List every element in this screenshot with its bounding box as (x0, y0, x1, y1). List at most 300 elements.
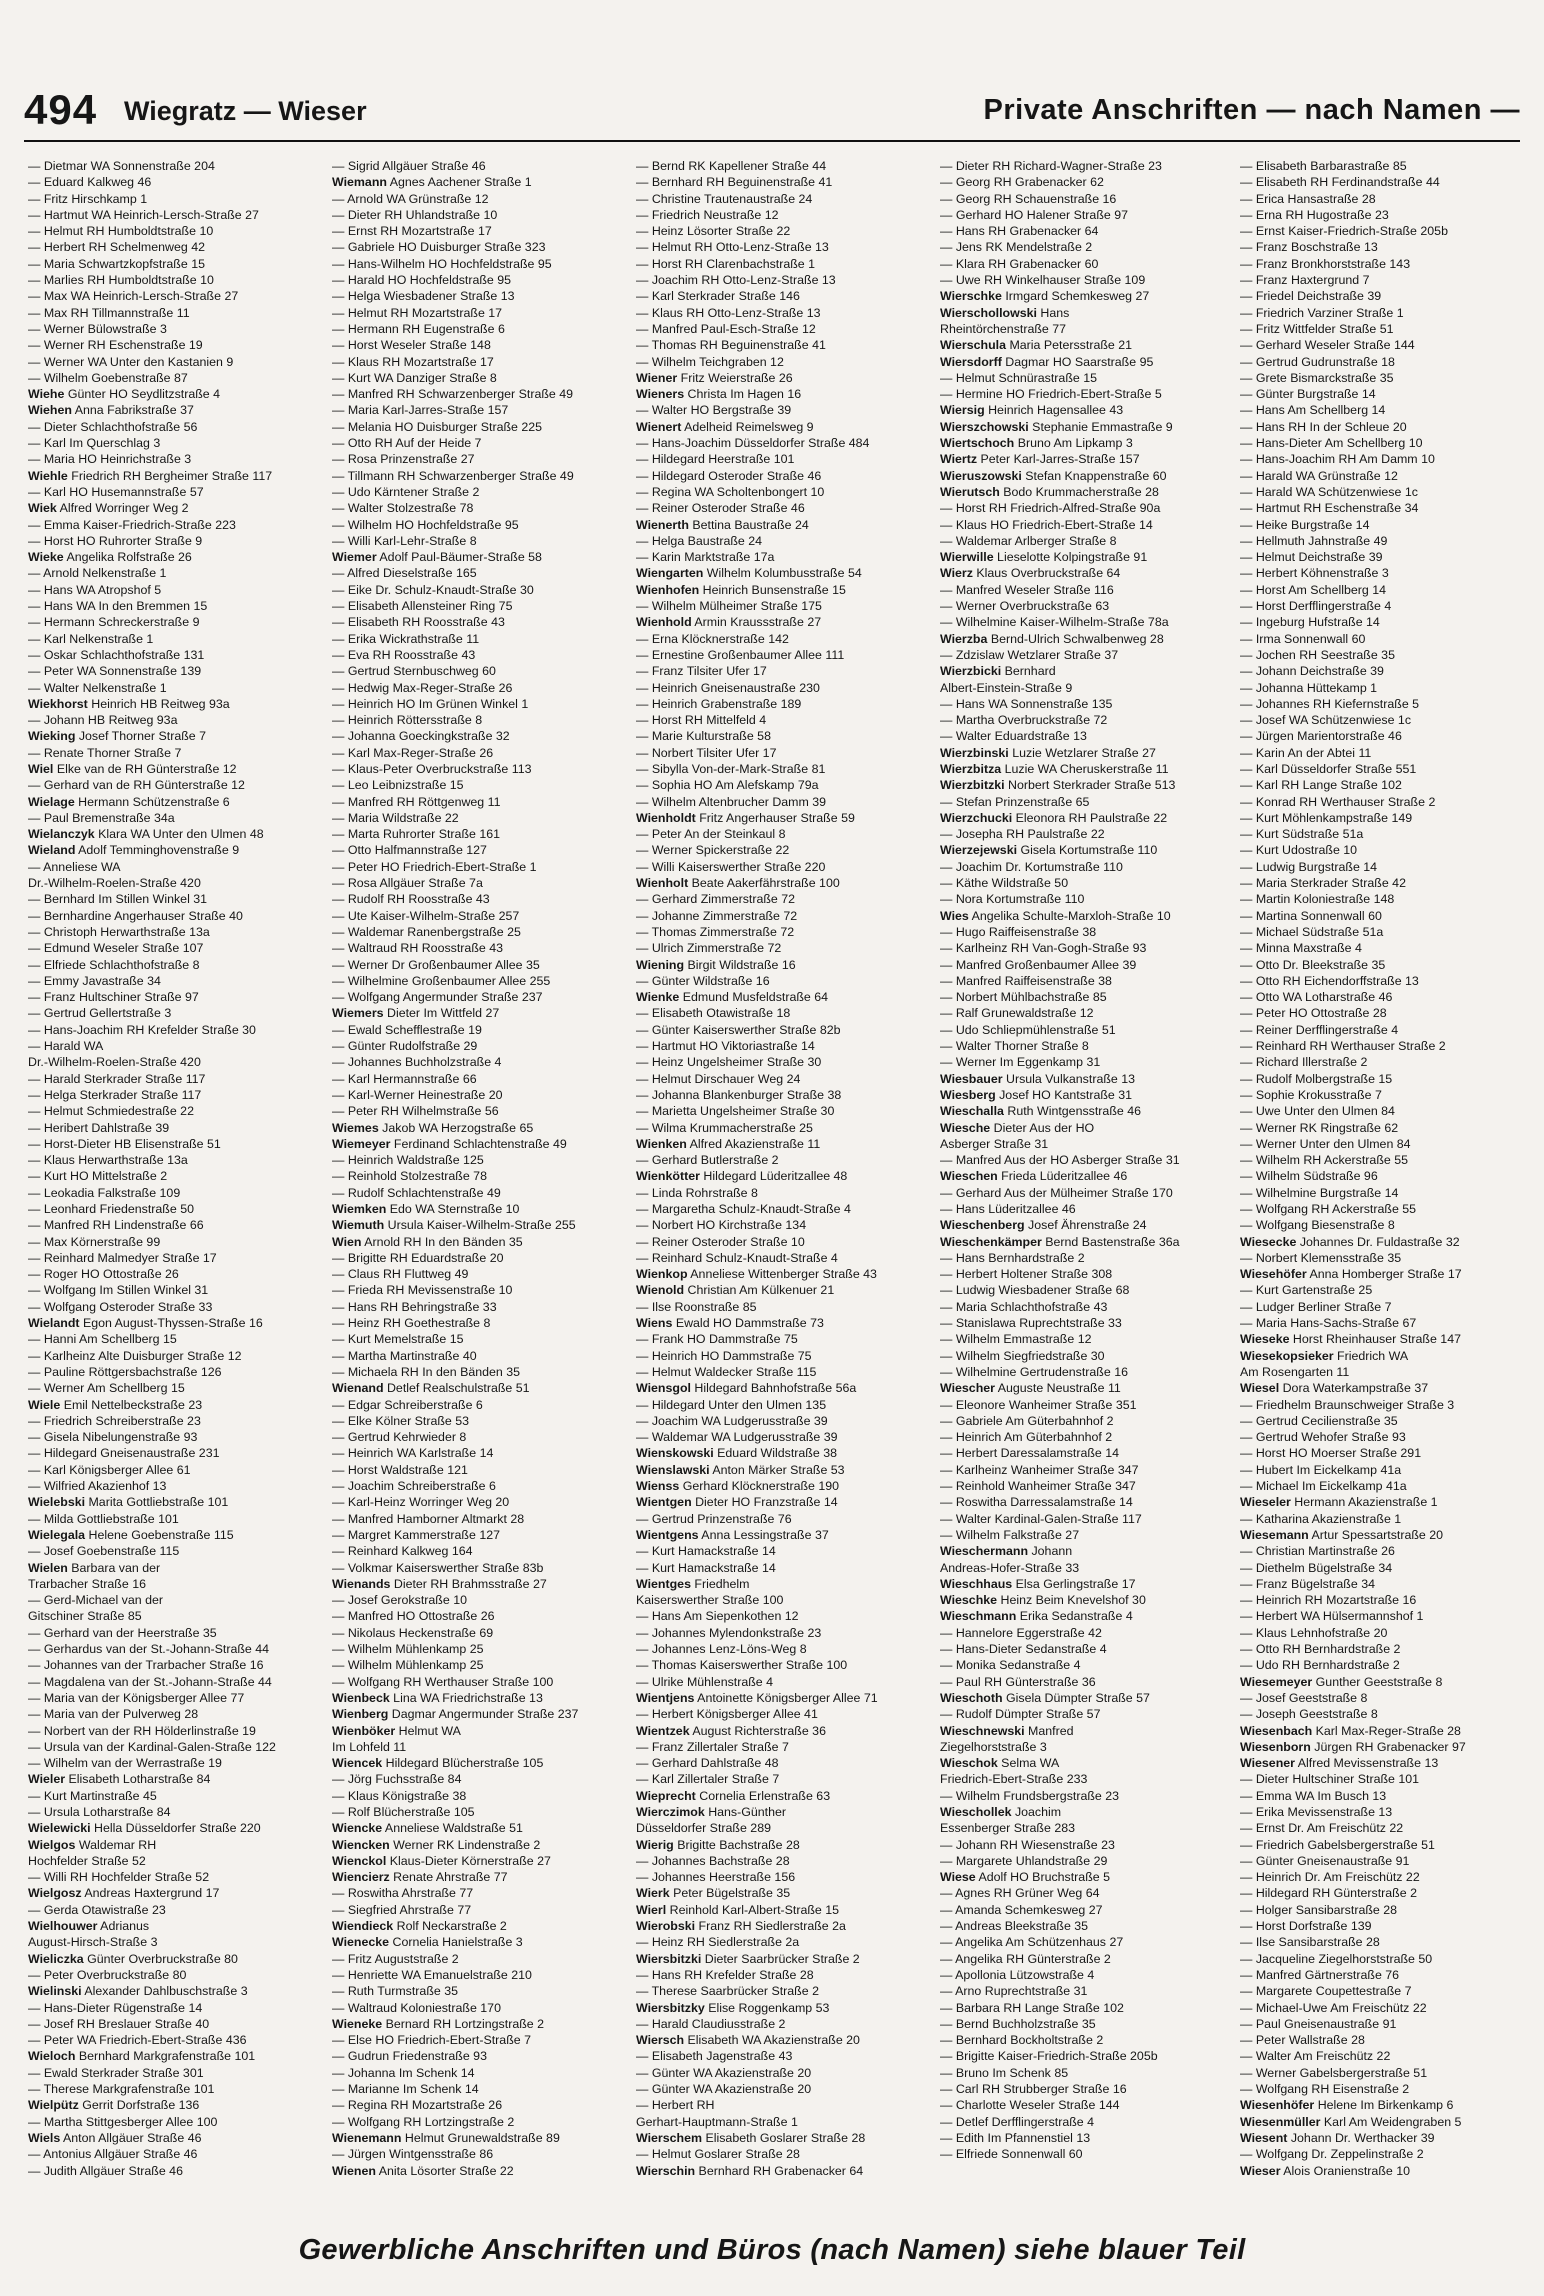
directory-entry: — Kurt Memelstraße 15 (332, 1332, 464, 1347)
directory-entry: Wienckol Klaus-Dieter Körnerstraße 27 (332, 1853, 551, 1868)
directory-entry: Wiertschoch Bruno Am Lipkamp 3 (940, 436, 1133, 451)
directory-entry: — Grete Bismarckstraße 35 (1240, 370, 1394, 385)
directory-entry: — Ralf Grunewaldstraße 12 (940, 1006, 1094, 1021)
directory-entry: Wielebski Marita Gottliebstraße 101 (28, 1495, 229, 1510)
directory-entry: Wienemann Helmut Grunewaldstraße 89 (332, 2130, 560, 2145)
directory-entry: — Ernestine Großenbaumer Allee 111 (636, 647, 845, 662)
directory-entry: — Hartmut HO Viktoriastraße 14 (636, 1039, 815, 1054)
directory-entry: — Horst-Dieter HB Elisenstraße 51 (28, 1136, 221, 1151)
directory-entry: — Helmut Deichstraße 39 (1240, 550, 1383, 565)
directory-entry: — Frank HO Dammstraße 75 (636, 1332, 798, 1347)
directory-entry: Wierczimok Hans-Günther (636, 1804, 787, 1819)
directory-entry: — Elisabeth Allensteiner Ring 75 (332, 599, 513, 614)
directory-entry: — Reinhard RH Werthauser Straße 2 (1240, 1039, 1446, 1054)
directory-entry: Wieruszowski Stefan Knappenstraße 60 (940, 468, 1167, 483)
directory-entry: Wiesehöfer Anna Homberger Straße 17 (1240, 1267, 1462, 1282)
directory-entry: — Karl Königsberger Allee 61 (28, 1462, 191, 1477)
directory-entry: — Udo RH Bernhardstraße 2 (1240, 1658, 1400, 1673)
directory-entry: — Gerhard van de RH Günterstraße 12 (28, 778, 245, 793)
directory-entry: — Johann Deichstraße 39 (1240, 664, 1384, 679)
directory-entry: — Claus RH Fluttweg 49 (332, 1267, 469, 1282)
directory-entry: — Heinrich Grabenstraße 189 (636, 696, 802, 711)
directory-entry: — Joachim Schreiberstraße 6 (332, 1479, 496, 1494)
directory-entry: — Elisabeth Otawistraße 18 (636, 1006, 791, 1021)
directory-entry: — Elfriede Sonnenwall 60 (940, 2147, 1083, 2162)
directory-entry: — Elisabeth RH Ferdinandstraße 44 (1240, 175, 1440, 190)
directory-entry: — Werner Gabelsbergerstraße 51 (1240, 2065, 1428, 2080)
directory-entry: — Brigitte Kaiser-Friedrich-Straße 205b (940, 2049, 1158, 2064)
directory-entry: — Johanne Zimmerstraße 72 (636, 908, 798, 923)
directory-entry: — Peter HO Ottostraße 28 (1240, 1006, 1387, 1021)
directory-entry: — Manfred RH Röttgenweg 11 (332, 794, 501, 809)
directory-entry: — Johann RH Wiesenstraße 23 (940, 1837, 1115, 1852)
directory-entry: — Heinrich HO Dammstraße 75 (636, 1348, 812, 1363)
directory-entry: — Holger Sansibarstraße 28 (1240, 1902, 1398, 1917)
directory-entry: — Bernhard Im Stillen Winkel 31 (28, 892, 208, 907)
directory-entry: — Maria HO Heinrichstraße 3 (28, 452, 192, 467)
directory-entry: — Hans-Dieter Rügenstraße 14 (28, 2000, 203, 2015)
directory-entry: — Günter WA Akazienstraße 20 (636, 2082, 812, 2097)
directory-entry: — Minna Maxstraße 4 (1240, 941, 1362, 956)
directory-entry: — Arnold WA Grünstraße 12 (332, 191, 489, 206)
directory-entry: — Martha Martinstraße 40 (332, 1348, 477, 1363)
directory-entry: Wierig Brigitte Bachstraße 28 (636, 1837, 800, 1852)
directory-entry: — Heike Burgstraße 14 (1240, 517, 1370, 532)
directory-entry: Wienberg Dagmar Angermunder Straße 237 (332, 1707, 579, 1722)
directory-entry: Wierschke Irmgard Schemkesweg 27 (940, 289, 1150, 304)
directory-entry: Wiel Elke van de RH Günterstraße 12 (28, 761, 237, 776)
directory-entry: Andreas-Hofer-Straße 33 (940, 1560, 1080, 1575)
directory-entry: — Werner Bülowstraße 3 (28, 321, 167, 336)
directory-entry: — Eike Dr. Schulz-Knaudt-Straße 30 (332, 582, 534, 597)
directory-entry: — Irma Sonnenwall 60 (1240, 631, 1366, 646)
directory-entry: — Werner Spickerstraße 22 (636, 843, 790, 858)
directory-entry: Wierzejewski Gisela Kortumstraße 110 (940, 843, 1158, 858)
directory-entry: — Wolfgang RH Werthauser Straße 100 (332, 1674, 554, 1689)
directory-entry: — Gerhard Weseler Straße 144 (1240, 338, 1415, 353)
directory-entry: — Heinz Ungelsheimer Straße 30 (636, 1055, 822, 1070)
directory-entry: Wierschin Bernhard RH Grabenacker 64 (636, 2163, 864, 2178)
directory-entry: Wiesenmüller Karl Am Weidengraben 5 (1240, 2114, 1462, 2129)
directory-entry: — Ilse Sansibarstraße 28 (1240, 1935, 1380, 1950)
directory-entry: — Harald WA (28, 1039, 104, 1054)
directory-column-5 (1240, 158, 1532, 2238)
directory-entry: — Agnes RH Grüner Weg 64 (940, 1886, 1100, 1901)
directory-entry: — Wilhelmine Burgstraße 14 (1240, 1185, 1399, 1200)
directory-entry: — Wilhelmine Großenbaumer Allee 255 (332, 973, 551, 988)
directory-entry: — Wilhelm Altenbrucher Damm 39 (636, 794, 827, 809)
directory-entry: — Erna Klöcknerstraße 142 (636, 631, 789, 646)
directory-entry: — Leonhard Friedenstraße 50 (28, 1202, 194, 1216)
directory-entry: — Waltraud Koloniestraße 170 (332, 2000, 501, 2015)
directory-entry: Wiesenhöfer Helene Im Birkenkamp 6 (1240, 2098, 1454, 2113)
directory-entry: — Hans Am Schellberg 14 (1240, 403, 1386, 418)
directory-column-3 (636, 158, 928, 2238)
directory-entry: — Johann HB Reitweg 93a (28, 713, 178, 728)
directory-entry: Wierschula Maria Petersstraße 21 (940, 338, 1133, 353)
directory-entry: — Gerhard Butlerstraße 2 (636, 1153, 779, 1168)
directory-entry: Wielgosz Andreas Haxtergrund 17 (28, 1886, 220, 1901)
directory-entry: — Herbert RH (636, 2098, 715, 2113)
directory-entry: Wiencek Hildegard Blücherstraße 105 (332, 1756, 544, 1771)
directory-entry: Wieseke Horst Rheinhauser Straße 147 (1240, 1332, 1461, 1347)
directory-entry: — Marietta Ungelsheimer Straße 30 (636, 1104, 835, 1119)
directory-entry: Ziegelhorststraße 3 (940, 1739, 1047, 1754)
directory-entry: — Maria van der Königsberger Allee 77 (28, 1690, 245, 1705)
directory-entry: — Ilse Roonstraße 85 (636, 1299, 757, 1314)
directory-entry: — Harald WA Schützenwiese 1c (1240, 484, 1418, 499)
directory-entry: — Otto Halfmannstraße 127 (332, 843, 487, 858)
directory-entry: — Udo Kärntener Straße 2 (332, 484, 480, 499)
directory-entry: — Waldemar WA Ludgerusstraße 39 (636, 1430, 838, 1445)
directory-entry: — Joachim Dr. Kortumstraße 110 (940, 859, 1123, 874)
directory-entry: Wientjens Antoinette Königsberger Allee 71 (636, 1690, 878, 1705)
directory-entry: — Thomas Kaiserswerther Straße 100 (636, 1658, 848, 1673)
directory-entry: — Johannes Buchholzstraße 4 (332, 1055, 502, 1070)
directory-entry: Wiersbitzki Dieter Saarbrücker Straße 2 (636, 1951, 860, 1966)
directory-entry: — Uwe Unter den Ulmen 84 (1240, 1104, 1395, 1119)
directory-entry: — Peter Wallstraße 28 (1240, 2033, 1365, 2048)
directory-entry: Wierschollowski Hans (940, 305, 1070, 320)
directory-entry: — Antonius Allgäuer Straße 46 (28, 2147, 198, 2162)
directory-entry: — Rolf Blücherstraße 105 (332, 1804, 475, 1819)
directory-entry: — Heinrich Röttersstraße 8 (332, 713, 483, 728)
directory-entry: — Volkmar Kaiserswerther Straße 83b (332, 1560, 544, 1575)
directory-entry: — Marianne Im Schenk 14 (332, 2082, 479, 2097)
directory-entry: — Carl RH Strubberger Straße 16 (940, 2082, 1127, 2097)
directory-entry: Wieliczka Günter Overbruckstraße 80 (28, 1951, 238, 1966)
directory-entry: — Norbert Tilsiter Ufer 17 (636, 745, 777, 760)
directory-entry: — Karl Düsseldorfer Straße 551 (1240, 761, 1417, 776)
directory-entry: Wienke Edmund Musfeldstraße 64 (636, 990, 829, 1005)
directory-entry: — Walter Kardinal-Galen-Straße 117 (940, 1511, 1142, 1526)
directory-entry: — Bernhard Bockholtstraße 2 (940, 2033, 1104, 2048)
directory-entry: — Karl-Werner Heinestraße 20 (332, 1087, 503, 1102)
directory-entry: — Manfred RH Schwarzenberger Straße 49 (332, 387, 574, 402)
directory-entry: — Eleonore Wanheimer Straße 351 (940, 1397, 1137, 1412)
directory-entry: — Ludwig Wiesbadener Straße 68 (940, 1283, 1130, 1298)
directory-entry: — Horst Am Schellberg 14 (1240, 582, 1386, 597)
directory-entry: — Max WA Heinrich-Lersch-Straße 27 (28, 289, 239, 304)
directory-entry: — Kurt Südstraße 51a (1240, 827, 1364, 842)
directory-column-1 (28, 158, 320, 2238)
directory-entry: — Wolfgang Osteroder Straße 33 (28, 1299, 213, 1314)
directory-entry: — Sibylla Von-der-Mark-Straße 81 (636, 761, 826, 776)
directory-entry: — Jochen RH Seestraße 35 (1240, 647, 1395, 662)
directory-entry: Wienslawski Anton Märker Straße 53 (636, 1462, 845, 1477)
directory-entry: — Walter Eduardstraße 13 (940, 729, 1087, 744)
directory-entry: — Frieda RH Mevissenstraße 10 (332, 1283, 513, 1298)
directory-entry: Dr.-Wilhelm-Roelen-Straße 420 (28, 876, 201, 891)
directory-entry: Wienböker Helmut WA (332, 1723, 461, 1738)
directory-entry: — Jörg Fuchsstraße 84 (332, 1772, 462, 1787)
directory-entry: Wieland Adolf Temminghovenstraße 9 (28, 843, 240, 858)
directory-entry: — Joachim WA Ludgerusstraße 39 (636, 1413, 828, 1428)
directory-entry: — Ursula van der Kardinal-Galen-Straße 122 (28, 1739, 276, 1754)
directory-entry: — Hans WA Atropshof 5 (28, 582, 162, 597)
directory-entry: Wielinski Alexander Dahlbuschstraße 3 (28, 1984, 248, 1999)
directory-entry: Gitschiner Straße 85 (28, 1609, 142, 1624)
directory-entry: — Paul Bremenstraße 34a (28, 810, 175, 825)
directory-entry: — Sigrid Allgäuer Straße 46 (332, 159, 486, 173)
directory-entry: Wieser Alois Oranienstraße 10 (1240, 2163, 1411, 2178)
directory-entry: — Zdzislaw Wetzlarer Straße 37 (940, 647, 1119, 662)
directory-entry: — Ewald Sterkrader Straße 301 (28, 2065, 204, 2080)
directory-entry: — Reinhold Wanheimer Straße 347 (940, 1479, 1136, 1494)
directory-entry: — Wilhelm Goebenstraße 87 (28, 370, 188, 385)
directory-entry: — Waldemar Ranenbergstraße 25 (332, 924, 521, 939)
directory-entry: — Klaus Königstraße 38 (332, 1788, 467, 1803)
directory-entry: — Wilhelm Mühlenkamp 25 (332, 1642, 484, 1657)
directory-entry: — Helmut RH Mozartstraße 17 (332, 305, 503, 320)
directory-entry: — Martha Overbruckstraße 72 (940, 713, 1108, 728)
directory-entry: Wieseler Hermann Akazienstraße 1 (1240, 1495, 1438, 1510)
directory-entry: — Else HO Friedrich-Ebert-Straße 7 (332, 2033, 531, 2048)
directory-entry: Wiersdorff Dagmar HO Saarstraße 95 (940, 354, 1154, 369)
directory-entry: — Johanna Im Schenk 14 (332, 2065, 475, 2080)
directory-entry: Wiesemeyer Gunther Geeststraße 8 (1240, 1674, 1443, 1689)
directory-entry: — Maria Schwartzkopfstraße 15 (28, 256, 205, 271)
directory-entry: — Margret Kammerstraße 127 (332, 1527, 501, 1542)
directory-entry: — Johanna Hüttekamp 1 (1240, 680, 1378, 695)
directory-entry: — Herbert Daressalamstraße 14 (940, 1446, 1120, 1461)
directory-entry: — Hermine HO Friedrich-Ebert-Straße 5 (940, 387, 1162, 402)
directory-entry: — Elfriede Schlachthofstraße 8 (28, 957, 200, 972)
directory-entry: — Manfred HO Ottostraße 26 (332, 1609, 495, 1624)
directory-entry: Wiemers Dieter Im Wittfeld 27 (332, 1006, 500, 1021)
directory-entry: — Thomas RH Beguinenstraße 41 (636, 338, 826, 353)
directory-entry: — Gerhard van der Heerstraße 35 (28, 1625, 217, 1640)
directory-entry: — Arnold Nelkenstraße 1 (28, 566, 167, 581)
directory-entry: Wiese Adolf HO Bruchstraße 5 (940, 1870, 1110, 1885)
directory-entry: — Dietmar WA Sonnenstraße 204 (28, 159, 215, 173)
directory-entry: — Uwe RH Winkelhauser Straße 109 (940, 273, 1146, 288)
directory-entry: Wiek Alfred Worringer Weg 2 (28, 501, 189, 516)
directory-entry: Wiersig Heinrich Hagensallee 43 (940, 403, 1124, 418)
directory-entry: Trarbacher Straße 16 (28, 1576, 146, 1591)
directory-entry: — Hans WA In den Bremmen 15 (28, 599, 208, 614)
directory-entry: — Herbert Königsberger Allee 41 (636, 1707, 818, 1722)
directory-entry: — Nora Kortumstraße 110 (940, 892, 1085, 907)
footer-note: Gewerbliche Anschriften und Büros (nach Namen) siehe blauer Teil (298, 2234, 1246, 2266)
directory-entry: — Peter WA Friedrich-Ebert-Straße 436 (28, 2033, 247, 2048)
directory-entry: — Hildegard Osteroder Straße 46 (636, 468, 822, 483)
directory-entry: Wielpütz Gerrit Dorfstraße 136 (28, 2098, 200, 2113)
directory-entry: — Willi RH Hochfelder Straße 52 (28, 1870, 210, 1885)
directory-entry: — Werner RH Eschenstraße 19 (28, 338, 203, 353)
directory-entry: — Peter RH Wilhelmstraße 56 (332, 1104, 499, 1119)
directory-entry: — Richard Illerstraße 2 (1240, 1055, 1368, 1070)
directory-entry: — Norbert Klemensstraße 35 (1240, 1250, 1402, 1265)
directory-entry: — Herbert RH Schelmenweg 42 (28, 240, 205, 255)
directory-entry: — Jürgen Marientorstraße 46 (1240, 729, 1402, 744)
directory-entry: — Ute Kaiser-Wilhelm-Straße 257 (332, 908, 520, 923)
directory-entry: — Manfred Aus der HO Asberger Straße 31 (940, 1153, 1180, 1168)
directory-entry: — Horst HO Moerser Straße 291 (1240, 1446, 1422, 1461)
directory-entry: — Herbert WA Hülsermannshof 1 (1240, 1609, 1424, 1624)
directory-entry: — Friedel Deichstraße 39 (1240, 289, 1382, 304)
directory-entry: — Reinhard Schulz-Knaudt-Straße 4 (636, 1250, 838, 1265)
directory-entry: — Helmut RH Otto-Lenz-Straße 13 (636, 240, 829, 255)
directory-entry: — Fritz Wittfelder Straße 51 (1240, 321, 1394, 336)
directory-entry: Friedrich-Ebert-Straße 233 (940, 1772, 1088, 1787)
directory-entry: — Gerhard Dahlstraße 48 (636, 1756, 779, 1771)
directory-entry: — Hermann RH Eugenstraße 6 (332, 321, 505, 336)
directory-entry: Wiersch Elisabeth WA Akazienstraße 20 (636, 2033, 860, 2048)
directory-entry: — Karl-Heinz Worringer Weg 20 (332, 1495, 510, 1510)
directory-entry: — Edgar Schreiberstraße 6 (332, 1397, 483, 1412)
directory-entry: — Karl Nelkenstraße 1 (28, 631, 154, 646)
directory-entry: — Anneliese WA (28, 859, 121, 874)
directory-entry: — Wilhelm Siegfriedstraße 30 (940, 1348, 1105, 1363)
directory-entry: — Hans-Joachim Düsseldorfer Straße 484 (636, 436, 870, 451)
directory-entry: — Reinhold Stolzestraße 78 (332, 1169, 487, 1184)
directory-entry: — Manfred Hamborner Altmarkt 28 (332, 1511, 525, 1526)
directory-entry: — Horst Dorfstraße 139 (1240, 1919, 1372, 1934)
directory-entry: — Peter WA Sonnenstraße 139 (28, 664, 202, 679)
directory-entry: — Manfred Weseler Straße 116 (940, 582, 1114, 597)
directory-entry: — Josef RH Breslauer Straße 40 (28, 2016, 210, 2031)
directory-entry: Wieke Angelika Rolfstraße 26 (28, 550, 192, 565)
directory-entry: — Hedwig Max-Reger-Straße 26 (332, 680, 513, 695)
directory-entry: Wienkop Anneliese Wittenberger Straße 43 (636, 1267, 877, 1282)
directory-column-4 (940, 158, 1232, 2238)
directory-entry: Wienbeck Lina WA Friedrichstraße 13 (332, 1690, 543, 1705)
directory-entry: — Roswitha Ahrstraße 77 (332, 1886, 474, 1901)
directory-entry: Wienhofen Heinrich Bunsenstraße 15 (636, 582, 846, 597)
directory-entry: Wieloch Bernhard Markgrafenstraße 101 (28, 2049, 256, 2064)
directory-entry: Hochfelder Straße 52 (28, 1853, 146, 1868)
directory-entry: — Werner WA Unter den Kastanien 9 (28, 354, 234, 369)
directory-entry: — Katharina Akazienstraße 1 (1240, 1511, 1402, 1526)
directory-entry: Rheintörchenstraße 77 (940, 321, 1067, 336)
directory-entry: — Kurt Hamackstraße 14 (636, 1544, 776, 1559)
directory-entry: Wierszchowski Stephanie Emmastraße 9 (940, 419, 1173, 434)
directory-entry: — Alfred Dieselstraße 165 (332, 566, 477, 581)
directory-entry: — Elisabeth RH Roosstraße 43 (332, 615, 505, 630)
directory-entry: — Josepha RH Paulstraße 22 (940, 827, 1105, 842)
directory-entry: Wiemer Adolf Paul-Bäumer-Straße 58 (332, 550, 542, 565)
directory-entry: — Wilhelm Mühlenkamp 25 (332, 1658, 484, 1673)
directory-entry: Wieschen Frieda Lüderitzallee 46 (940, 1169, 1128, 1184)
directory-entry: — Bernd RK Kapellener Straße 44 (636, 159, 827, 173)
directory-entry: Wienskowski Eduard Wildstraße 38 (636, 1446, 837, 1461)
directory-entry: — Siegfried Ahrstraße 77 (332, 1902, 472, 1917)
directory-entry: Dr.-Wilhelm-Roelen-Straße 420 (28, 1055, 201, 1070)
directory-entry: — Werner RK Ringstraße 62 (1240, 1120, 1399, 1135)
page-header (24, 86, 1520, 136)
directory-entry: — Gerhard Aus der Mülheimer Straße 170 (940, 1185, 1173, 1200)
directory-entry: Wieking Josef Thorner Straße 7 (28, 729, 207, 744)
directory-entry: — Hubert Im Eickelkamp 41a (1240, 1462, 1402, 1477)
directory-entry: — Johannes van der Trarbacher Straße 16 (28, 1658, 264, 1673)
directory-entry: — Wilhelm Emmastraße 12 (940, 1332, 1092, 1347)
directory-entry: — Hans-Wilhelm HO Hochfeldstraße 95 (332, 256, 552, 271)
directory-entry: Wielewicki Hella Düsseldorfer Straße 220 (28, 1821, 261, 1836)
directory-entry: — Günter Kaiserswerther Straße 82b (636, 1022, 841, 1037)
directory-entry: — Fritz Hirschkamp 1 (28, 191, 148, 206)
directory-entry: — Charlotte Weseler Straße 144 (940, 2098, 1120, 2113)
directory-entry: — Günter Wildstraße 16 (636, 973, 770, 988)
directory-entry: — Apollonia Lützowstraße 4 (940, 1967, 1095, 1982)
directory-entry: — Otto RH Eichendorffstraße 13 (1240, 973, 1419, 988)
directory-entry: — Friedrich Varziner Straße 1 (1240, 305, 1404, 320)
directory-entry: — Roswitha Darressalamstraße 14 (940, 1495, 1133, 1510)
directory-entry: Wierzbinski Luzie Wetzlarer Straße 27 (940, 745, 1156, 760)
directory-entry: — Eduard Kalkweg 46 (28, 175, 152, 190)
directory-entry: — Martha Stittgesberger Allee 100 (28, 2114, 218, 2129)
directory-entry: — Christine Trautenaustraße 24 (636, 191, 813, 206)
directory-entry: — Gabriele HO Duisburger Straße 323 (332, 240, 546, 255)
directory-entry: — Wolfgang Angermunder Straße 237 (332, 990, 543, 1005)
directory-entry: — Klaus RH Mozartstraße 17 (332, 354, 494, 369)
directory-entry: — Klaus HO Friedrich-Ebert-Straße 14 (940, 517, 1153, 532)
directory-entry: — Horst Waldstraße 121 (332, 1462, 468, 1477)
directory-entry: Wieschoth Gisela Dümpter Straße 57 (940, 1690, 1150, 1705)
directory-entry: — Brigitte RH Eduardstraße 20 (332, 1250, 504, 1265)
directory-entry: Wiesche Dieter Aus der HO (940, 1120, 1095, 1135)
directory-entry: — Karlheinz RH Van-Gogh-Straße 93 (940, 941, 1147, 956)
directory-entry: — Kurt Gartenstraße 25 (1240, 1283, 1373, 1298)
directory-entry: — Jacqueline Ziegelhorststraße 50 (1240, 1951, 1433, 1966)
directory-entry: Wienert Adelheid Reimelsweg 9 (636, 419, 814, 434)
directory-entry: Wierzchucki Eleonora RH Paulstraße 22 (940, 810, 1168, 825)
directory-entry: — Karl HO Husemannstraße 57 (28, 484, 204, 499)
directory-entry: — Maria van der Pulverweg 28 (28, 1707, 199, 1722)
directory-entry: — Karl Hermannstraße 66 (332, 1071, 477, 1086)
directory-entry: — Waldemar Arlberger Straße 8 (940, 533, 1117, 548)
directory-entry: — Tillmann RH Schwarzenberger Straße 49 (332, 468, 574, 483)
directory-entry: — Ruth Turmstraße 35 (332, 1984, 459, 1999)
directory-entry: — Harald Sterkrader Straße 117 (28, 1071, 206, 1086)
directory-entry: — Heinrich Am Güterbahnhof 2 (940, 1430, 1113, 1445)
directory-entry: — Klaus Lehnhofstraße 20 (1240, 1625, 1388, 1640)
directory-entry: — Paul RH Günterstraße 36 (940, 1674, 1096, 1689)
directory-entry: — Ursula Lotharstraße 84 (28, 1804, 171, 1819)
directory-entry: — Wilhelmine Gertrudenstraße 16 (940, 1364, 1128, 1379)
directory-entry: — Maria Karl-Jarres-Straße 157 (332, 403, 509, 418)
directory-entry: Wiele Emil Nettelbeckstraße 23 (28, 1397, 203, 1412)
directory-entry: Wiening Birgit Wildstraße 16 (636, 957, 796, 972)
directory-entry: Wienhold Armin Kraussstraße 27 (636, 615, 822, 630)
directory-entry: Wierwille Lieselotte Kolpingstraße 91 (940, 550, 1148, 565)
directory-entry: — Helmut Waldecker Straße 115 (636, 1364, 817, 1379)
names-range: Wiegratz — Wieser (124, 96, 367, 126)
directory-entry: — Karlheinz Wanheimer Straße 347 (940, 1462, 1139, 1477)
directory-entry: — Klara RH Grabenacker 60 (940, 256, 1099, 271)
directory-entry: — Wolfgang Dr. Zeppelinstraße 2 (1240, 2147, 1424, 2162)
directory-entry: Wierutsch Bodo Krummacherstraße 28 (940, 484, 1159, 499)
directory-entry: — Marie Kulturstraße 58 (636, 729, 771, 744)
directory-entry: Wierz Klaus Overbruckstraße 64 (940, 566, 1121, 581)
directory-entry: — Hildegard Unter den Ulmen 135 (636, 1397, 827, 1412)
directory-entry: — Franz Hultschiner Straße 97 (28, 990, 199, 1005)
directory-entry: — Ingeburg Hufstraße 14 (1240, 615, 1380, 630)
directory-entry: — Horst RH Clarenbachstraße 1 (636, 256, 816, 271)
directory-entry: — Horst RH Friedrich-Alfred-Straße 90a (940, 501, 1161, 516)
directory-entry: — Ernst Dr. Am Freischütz 22 (1240, 1821, 1404, 1836)
directory-entry: — Josef Goebenstraße 115 (28, 1544, 180, 1559)
directory-entry: — Otto WA Lotharstraße 46 (1240, 990, 1393, 1005)
directory-entry: — Reiner Osteroder Straße 46 (636, 501, 805, 516)
directory-entry: Wienand Detlef Realschulstraße 51 (332, 1381, 530, 1396)
directory-entry: — Werner Dr Großenbaumer Allee 35 (332, 957, 540, 972)
directory-entry: Wieprecht Cornelia Erlenstraße 63 (636, 1788, 831, 1803)
directory-entry: — Elisabeth Jagenstraße 43 (636, 2049, 793, 2064)
directory-entry: — Detlef Derfflingerstraße 4 (940, 2114, 1095, 2129)
directory-entry: — Friedhelm Braunschweiger Straße 3 (1240, 1397, 1455, 1412)
directory-entry: Wiehen Anna Fabrikstraße 37 (28, 403, 194, 418)
